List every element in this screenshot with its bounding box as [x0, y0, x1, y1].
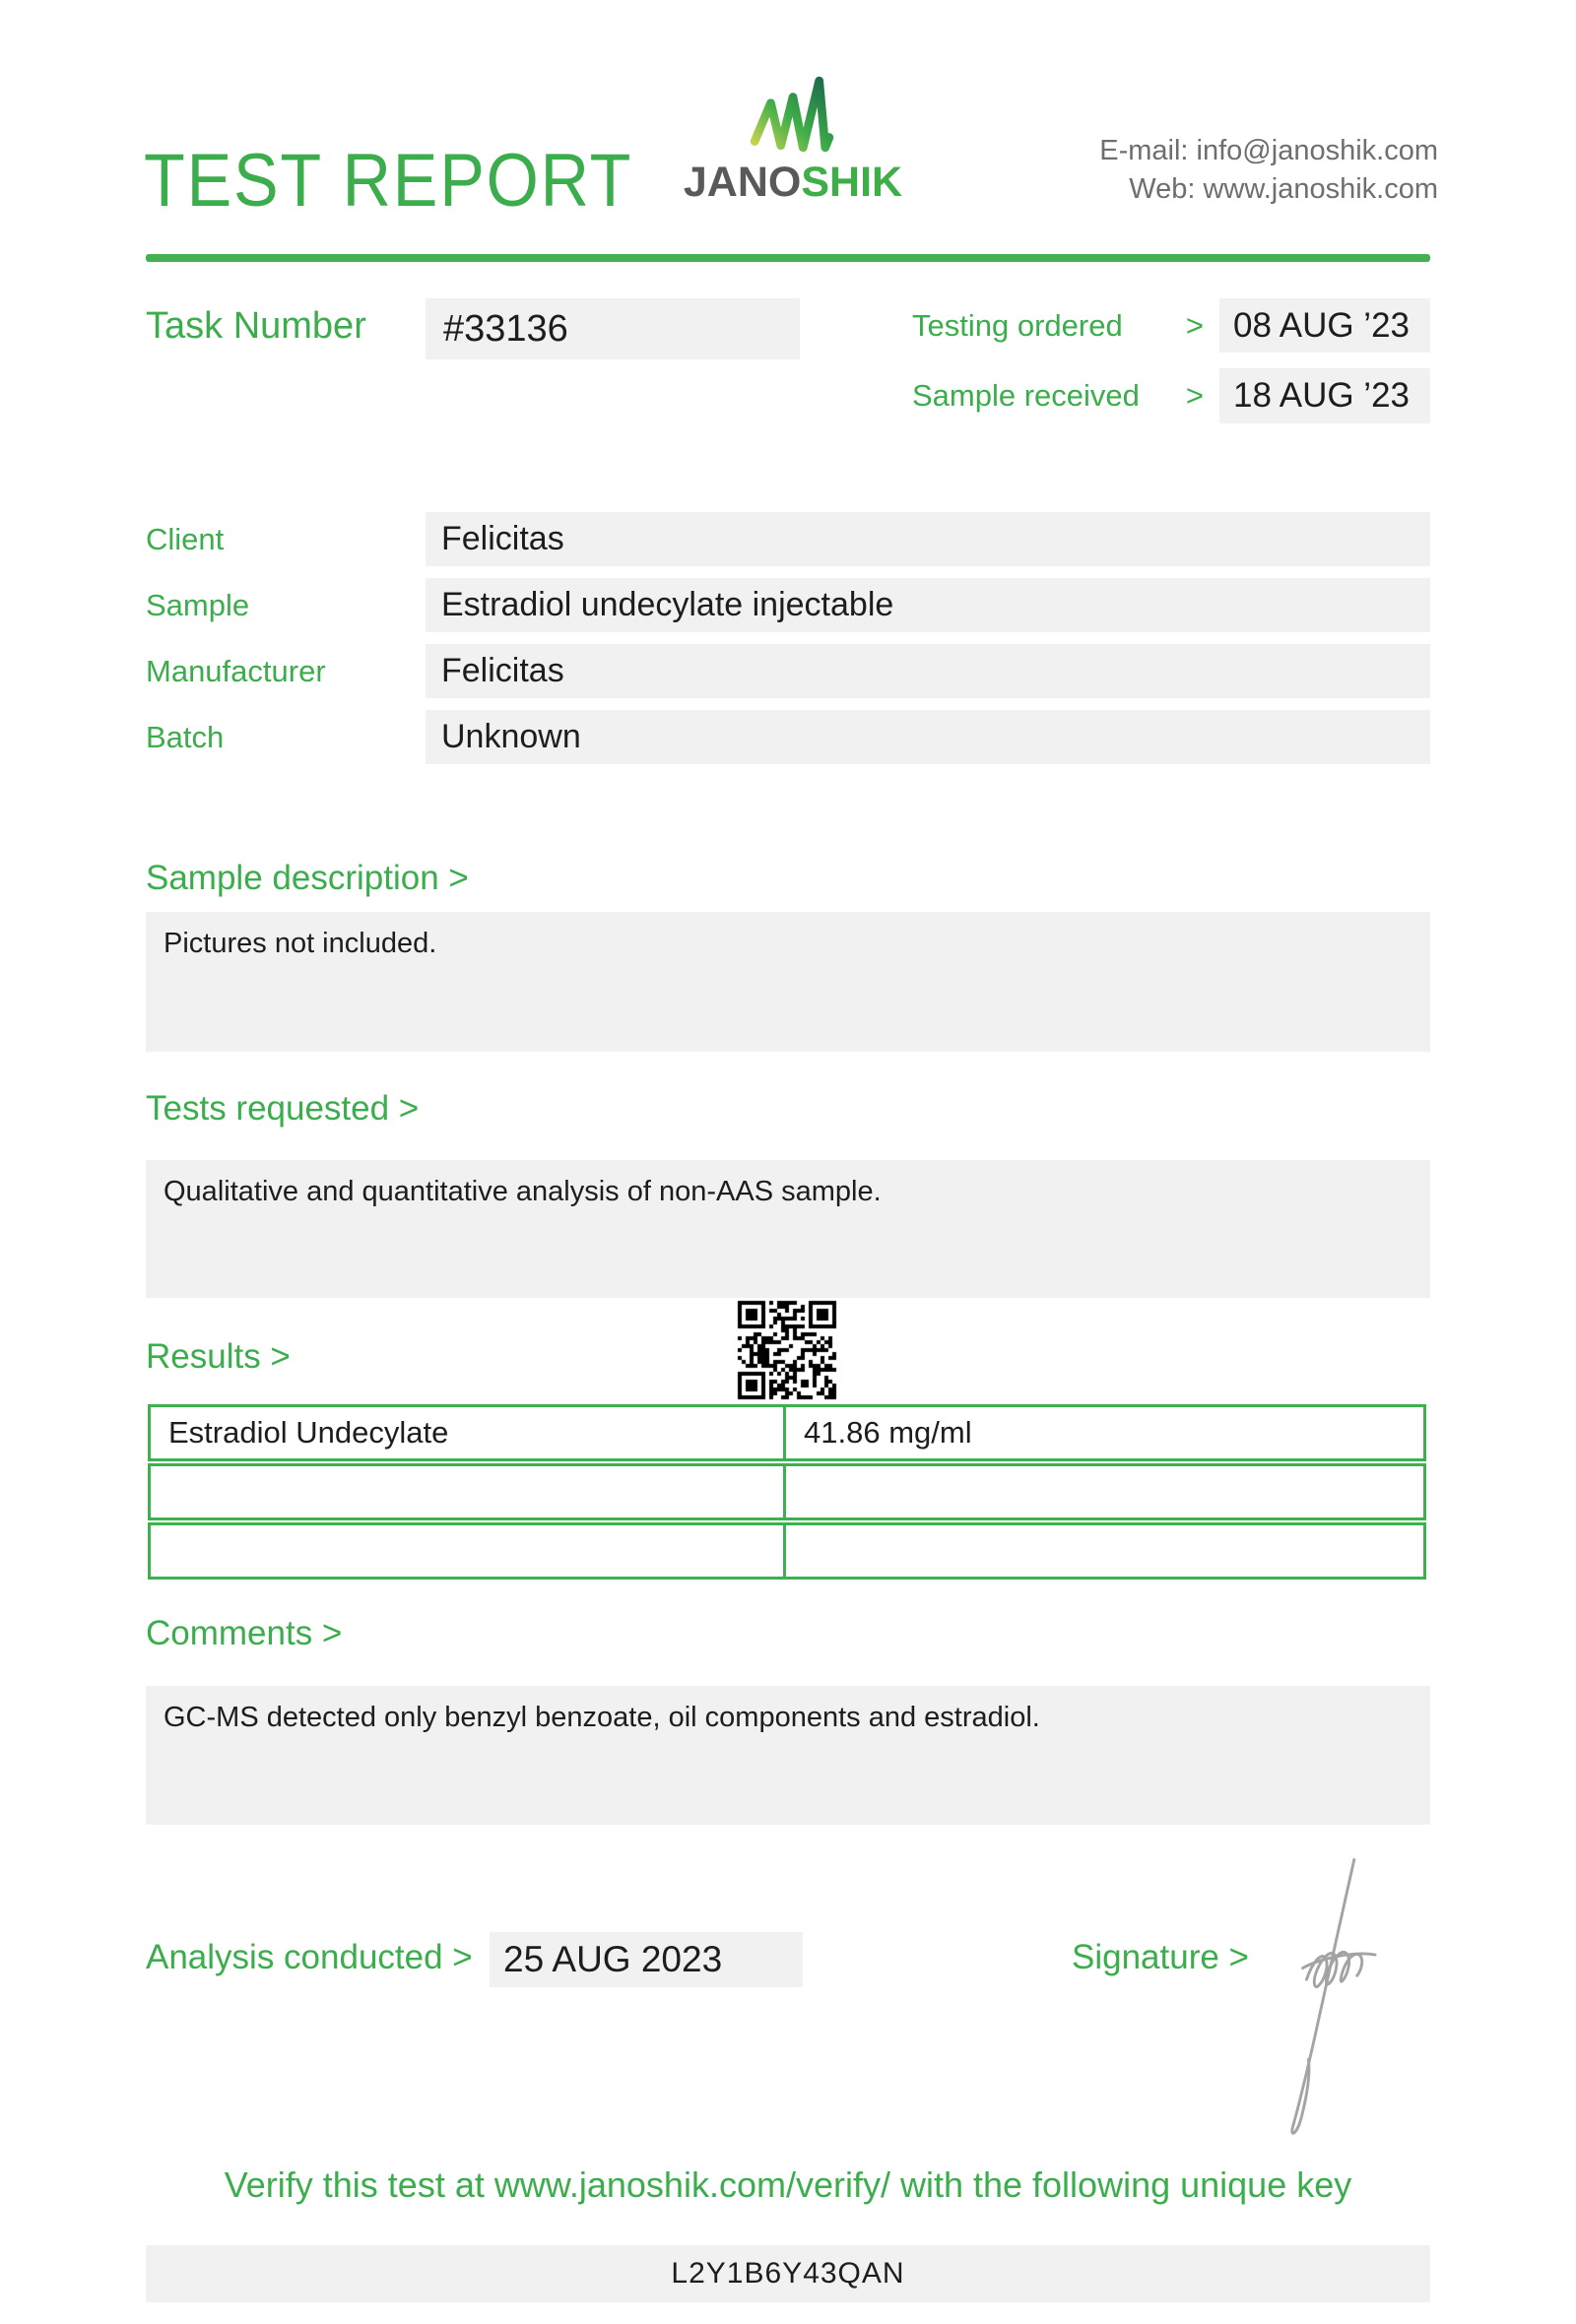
info-row-manufacturer	[146, 644, 1430, 698]
sample-received-label: Sample received	[912, 378, 1140, 413]
tests-requested-body: Qualitative and quantitative analysis of non-AAS sample.	[146, 1160, 1430, 1298]
results-table-row	[148, 1404, 1426, 1461]
result-substance	[151, 1466, 786, 1517]
header-divider	[146, 254, 1430, 262]
sample-received-row	[912, 368, 1430, 423]
comments-body: GC-MS detected only benzyl benzoate, oil components and estradiol.	[146, 1686, 1430, 1825]
contact-web: Web: www.janoshik.com	[1129, 173, 1438, 205]
task-number-label: Task Number	[146, 305, 366, 347]
sample-label: Sample	[146, 587, 250, 622]
manufacturer-value: Felicitas	[426, 644, 1430, 698]
manufacturer-label: Manufacturer	[146, 653, 326, 688]
tests-requested-heading: Tests requested >	[146, 1089, 420, 1128]
info-row-batch	[146, 710, 1430, 764]
result-concentration: 41.86 mg/ml	[804, 1415, 972, 1450]
chart-growth-icon	[750, 75, 836, 156]
testing-ordered-row	[912, 298, 1430, 353]
task-number-value: #33136	[426, 298, 800, 359]
result-substance: Estradiol Undecylate	[151, 1407, 786, 1458]
signature-image	[1263, 1853, 1406, 2144]
batch-value: Unknown	[426, 710, 1430, 764]
info-row-client	[146, 512, 1430, 566]
result-substance	[151, 1525, 786, 1577]
client-value: Felicitas	[426, 512, 1430, 566]
contact-email: E-mail: info@janoshik.com	[1099, 135, 1438, 166]
results-table-row	[148, 1463, 1426, 1520]
logo-word-accent: SHIK	[801, 159, 903, 206]
logo-wordmark	[670, 160, 916, 205]
results-heading: Results >	[146, 1337, 291, 1376]
info-row-sample	[146, 578, 1430, 632]
signature-label: Signature >	[1072, 1938, 1249, 1976]
sample-value: Estradiol undecylate injectable	[426, 578, 1430, 632]
logo	[670, 75, 916, 205]
sample-received-arrow-icon: >	[1185, 378, 1204, 413]
qr-code	[737, 1300, 837, 1400]
comments-heading: Comments >	[146, 1614, 343, 1652]
logo-word-primary: JANO	[683, 159, 802, 206]
analysis-conducted-label: Analysis conducted >	[146, 1938, 473, 1976]
results-table-row	[148, 1522, 1426, 1580]
testing-ordered-label: Testing ordered	[912, 307, 1123, 343]
testing-ordered-value: 08 AUG ’23	[1219, 298, 1430, 353]
result-concentration	[786, 1466, 1423, 1517]
verify-key: L2Y1B6Y43QAN	[146, 2245, 1430, 2302]
sample-description-body: Pictures not included.	[146, 912, 1430, 1052]
contact-info	[1099, 132, 1438, 209]
page-title: TEST REPORT	[144, 139, 633, 223]
analysis-date-value: 25 AUG 2023	[490, 1932, 803, 1987]
result-concentration	[786, 1525, 1423, 1577]
sample-description-heading: Sample description >	[146, 859, 469, 897]
client-label: Client	[146, 521, 225, 556]
batch-label: Batch	[146, 719, 225, 754]
verify-instruction: Verify this test at www.janoshik.com/verify/ with the following unique key	[224, 2164, 1352, 2205]
results-table	[148, 1404, 1426, 1580]
testing-ordered-arrow-icon: >	[1185, 307, 1204, 343]
sample-received-value: 18 AUG ’23	[1219, 368, 1430, 423]
